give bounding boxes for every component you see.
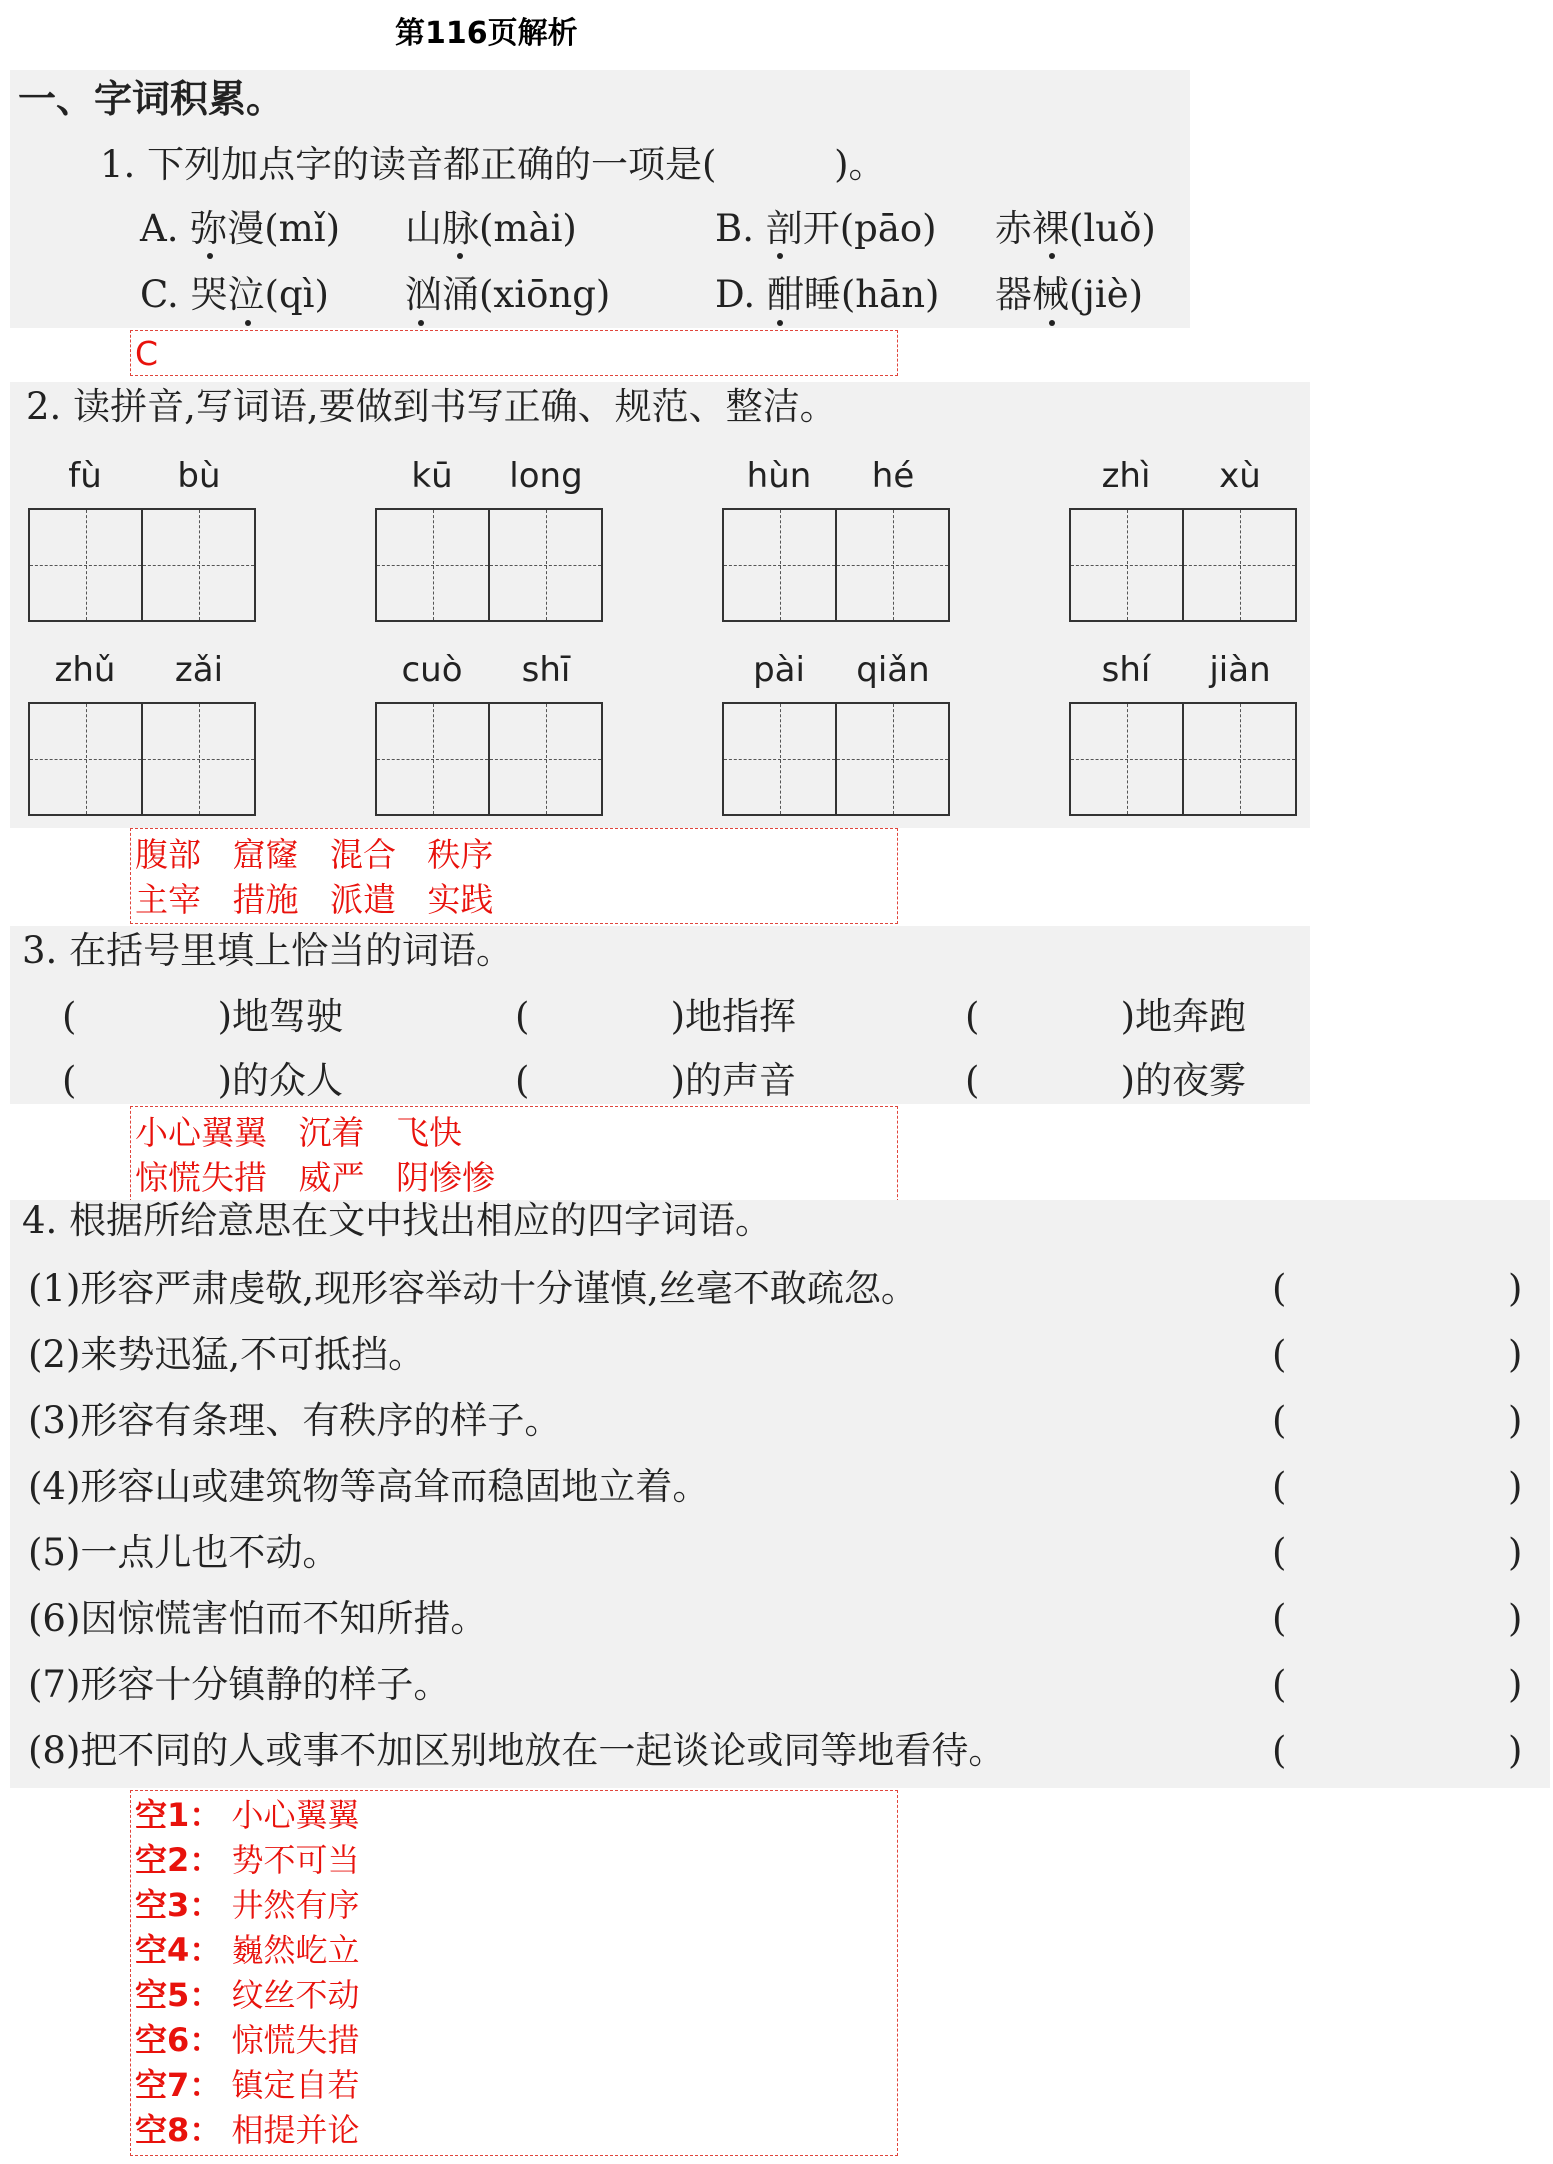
answer-line	[135, 1976, 360, 2014]
pinyin-label: fù	[68, 456, 102, 496]
char-boxes[interactable]	[28, 508, 256, 622]
q4-item: (1)形容严肃虔敬,现形容举动十分谨慎,丝毫不敢疏忽。	[28, 1267, 918, 1310]
answer-label: 空3：	[135, 1886, 222, 1924]
answer-value: 惊慌失措	[231, 2021, 360, 2059]
answer-text: 惊慌失措 威严 阴惨惨	[135, 1158, 495, 1197]
q4-item: (4)形容山或建筑物等高耸而稳固地立着。	[28, 1465, 710, 1508]
q1-option-a-extra: 山脉(mài)	[405, 207, 577, 250]
answer-paren-open: (	[1272, 1465, 1287, 1508]
answer-paren-open: (	[1272, 1531, 1287, 1574]
writing-grid	[28, 456, 258, 626]
answer-line	[135, 1886, 360, 1924]
q1-stem: 1. 下列加点字的读音都正确的一项是( )。	[100, 143, 886, 186]
answer-paren-open: (	[1272, 1399, 1287, 1442]
q3-blank: ( )的众人	[62, 1059, 344, 1102]
answer-paren-open: (	[1272, 1597, 1287, 1640]
answer-text: C	[135, 334, 159, 373]
answer-paren-close: )	[1508, 1663, 1523, 1706]
answer-paren-open: (	[1272, 1663, 1287, 1706]
emphasis-dot	[1049, 320, 1055, 326]
answer-label: 空4：	[135, 1931, 222, 1969]
answer-paren-open: (	[1272, 1267, 1287, 1310]
answer-paren-close: )	[1508, 1399, 1523, 1442]
writing-grid	[28, 650, 258, 820]
answer-paren-close: )	[1508, 1597, 1523, 1640]
answer-box-q1	[130, 330, 898, 376]
char-boxes[interactable]	[722, 702, 950, 816]
pinyin-label: bù	[177, 456, 221, 496]
pinyin-label: kū	[411, 456, 453, 496]
pinyin-label: xù	[1219, 456, 1261, 496]
answer-paren-close: )	[1508, 1267, 1523, 1310]
emphasis-dot	[457, 253, 463, 259]
pinyin-label: zǎi	[174, 650, 224, 690]
q1-option-c: C. 哭泣(qì)	[140, 273, 329, 316]
q4-item: (6)因惊慌害怕而不知所措。	[28, 1597, 488, 1640]
char-boxes[interactable]	[375, 702, 603, 816]
q1-option-b-extra: 赤裸(luǒ)	[995, 207, 1156, 250]
q4-item: (5)一点儿也不动。	[28, 1531, 340, 1574]
q4-item: (7)形容十分镇静的样子。	[28, 1663, 451, 1706]
answer-paren-close: )	[1508, 1729, 1523, 1772]
answer-label: 空1：	[135, 1796, 222, 1834]
answer-box-q3	[130, 1106, 898, 1202]
writing-grid	[375, 456, 605, 626]
answer-paren-close: )	[1508, 1333, 1523, 1376]
char-boxes[interactable]	[722, 508, 950, 622]
answer-line	[135, 1841, 360, 1879]
emphasis-dot	[1049, 253, 1055, 259]
pinyin-label: jiàn	[1209, 650, 1271, 690]
pinyin-label: qiǎn	[856, 650, 930, 690]
q4-stem: 4. 根据所给意思在文中找出相应的四字词语。	[22, 1199, 773, 1242]
answer-label: 空8：	[135, 2111, 222, 2149]
answer-label: 空2：	[135, 1841, 222, 1879]
pinyin-label: zhì	[1101, 456, 1151, 496]
q3-blank: ( )地奔跑	[965, 995, 1247, 1038]
emphasis-dot	[777, 253, 783, 259]
emphasis-dot	[418, 320, 424, 326]
answer-line	[135, 1931, 360, 1969]
answer-value: 巍然屹立	[231, 1931, 360, 1969]
answer-value: 镇定自若	[231, 2066, 360, 2104]
writing-grid	[1069, 650, 1299, 820]
answer-text: 主宰 措施 派遣 实践	[135, 880, 494, 919]
char-boxes[interactable]	[375, 508, 603, 622]
answer-line	[135, 2066, 360, 2104]
q3-blank: ( )的声音	[515, 1059, 797, 1102]
answer-line	[135, 2111, 360, 2149]
pinyin-label: hùn	[746, 456, 812, 496]
answer-paren-close: )	[1508, 1465, 1523, 1508]
q3-blank: ( )的夜雾	[965, 1059, 1247, 1102]
pinyin-label: pài	[753, 650, 805, 690]
char-boxes[interactable]	[1069, 702, 1297, 816]
answer-paren-close: )	[1508, 1531, 1523, 1574]
char-boxes[interactable]	[28, 702, 256, 816]
writing-grid	[722, 650, 952, 820]
q1-option-c-extra: 汹涌(xiōng)	[405, 273, 611, 316]
section1-heading: 一、字词积累。	[18, 76, 285, 121]
pinyin-label: hé	[871, 456, 915, 496]
answer-paren-open: (	[1272, 1333, 1287, 1376]
answer-label: 空7：	[135, 2066, 222, 2104]
answer-text: 小心翼翼 沉着 飞快	[135, 1113, 462, 1152]
q3-blank: ( )地指挥	[515, 995, 797, 1038]
page-title: 第116页解析	[395, 16, 578, 51]
q4-item: (8)把不同的人或事不加区别地放在一起谈论或同等地看待。	[28, 1729, 1006, 1772]
emphasis-dot	[777, 320, 783, 326]
q2-stem: 2. 读拼音,写词语,要做到书写正确、规范、整洁。	[26, 385, 837, 428]
q4-item: (2)来势迅猛,不可抵挡。	[28, 1333, 426, 1376]
q3-stem: 3. 在括号里填上恰当的词语。	[22, 929, 514, 972]
answer-text: 腹部 窟窿 混合 秩序	[135, 835, 494, 874]
pinyin-label: shí	[1101, 650, 1151, 690]
q1-option-a: A. 弥漫(mǐ)	[140, 207, 341, 250]
answer-value: 相提并论	[231, 2111, 360, 2149]
emphasis-dot	[245, 320, 251, 326]
writing-grid	[722, 456, 952, 626]
q1-option-d: D. 酣睡(hān)	[715, 273, 940, 316]
answer-value: 势不可当	[231, 1841, 360, 1879]
q1-option-b: B. 剖开(pāo)	[715, 207, 937, 250]
answer-value: 小心翼翼	[231, 1796, 360, 1834]
answer-label: 空6：	[135, 2021, 222, 2059]
writing-grid	[375, 650, 605, 820]
answer-line	[135, 2021, 360, 2059]
answer-label: 空5：	[135, 1976, 222, 2014]
pinyin-label: shī	[521, 650, 571, 690]
answer-box-q2	[130, 828, 898, 924]
pinyin-label: zhǔ	[54, 650, 116, 690]
q3-blank: ( )地驾驶	[62, 995, 344, 1038]
pinyin-label: long	[509, 456, 583, 496]
answer-line	[135, 1796, 360, 1834]
answer-box-q4	[130, 1790, 898, 2156]
pinyin-label: cuò	[401, 650, 463, 690]
emphasis-dot	[207, 253, 213, 259]
answer-value: 纹丝不动	[231, 1976, 360, 2014]
answer-value: 井然有序	[231, 1886, 360, 1924]
q4-item: (3)形容有条理、有秩序的样子。	[28, 1399, 562, 1442]
char-boxes[interactable]	[1069, 508, 1297, 622]
q1-option-d-extra: 器械(jiè)	[995, 273, 1144, 316]
answer-paren-open: (	[1272, 1729, 1287, 1772]
writing-grid	[1069, 456, 1299, 626]
